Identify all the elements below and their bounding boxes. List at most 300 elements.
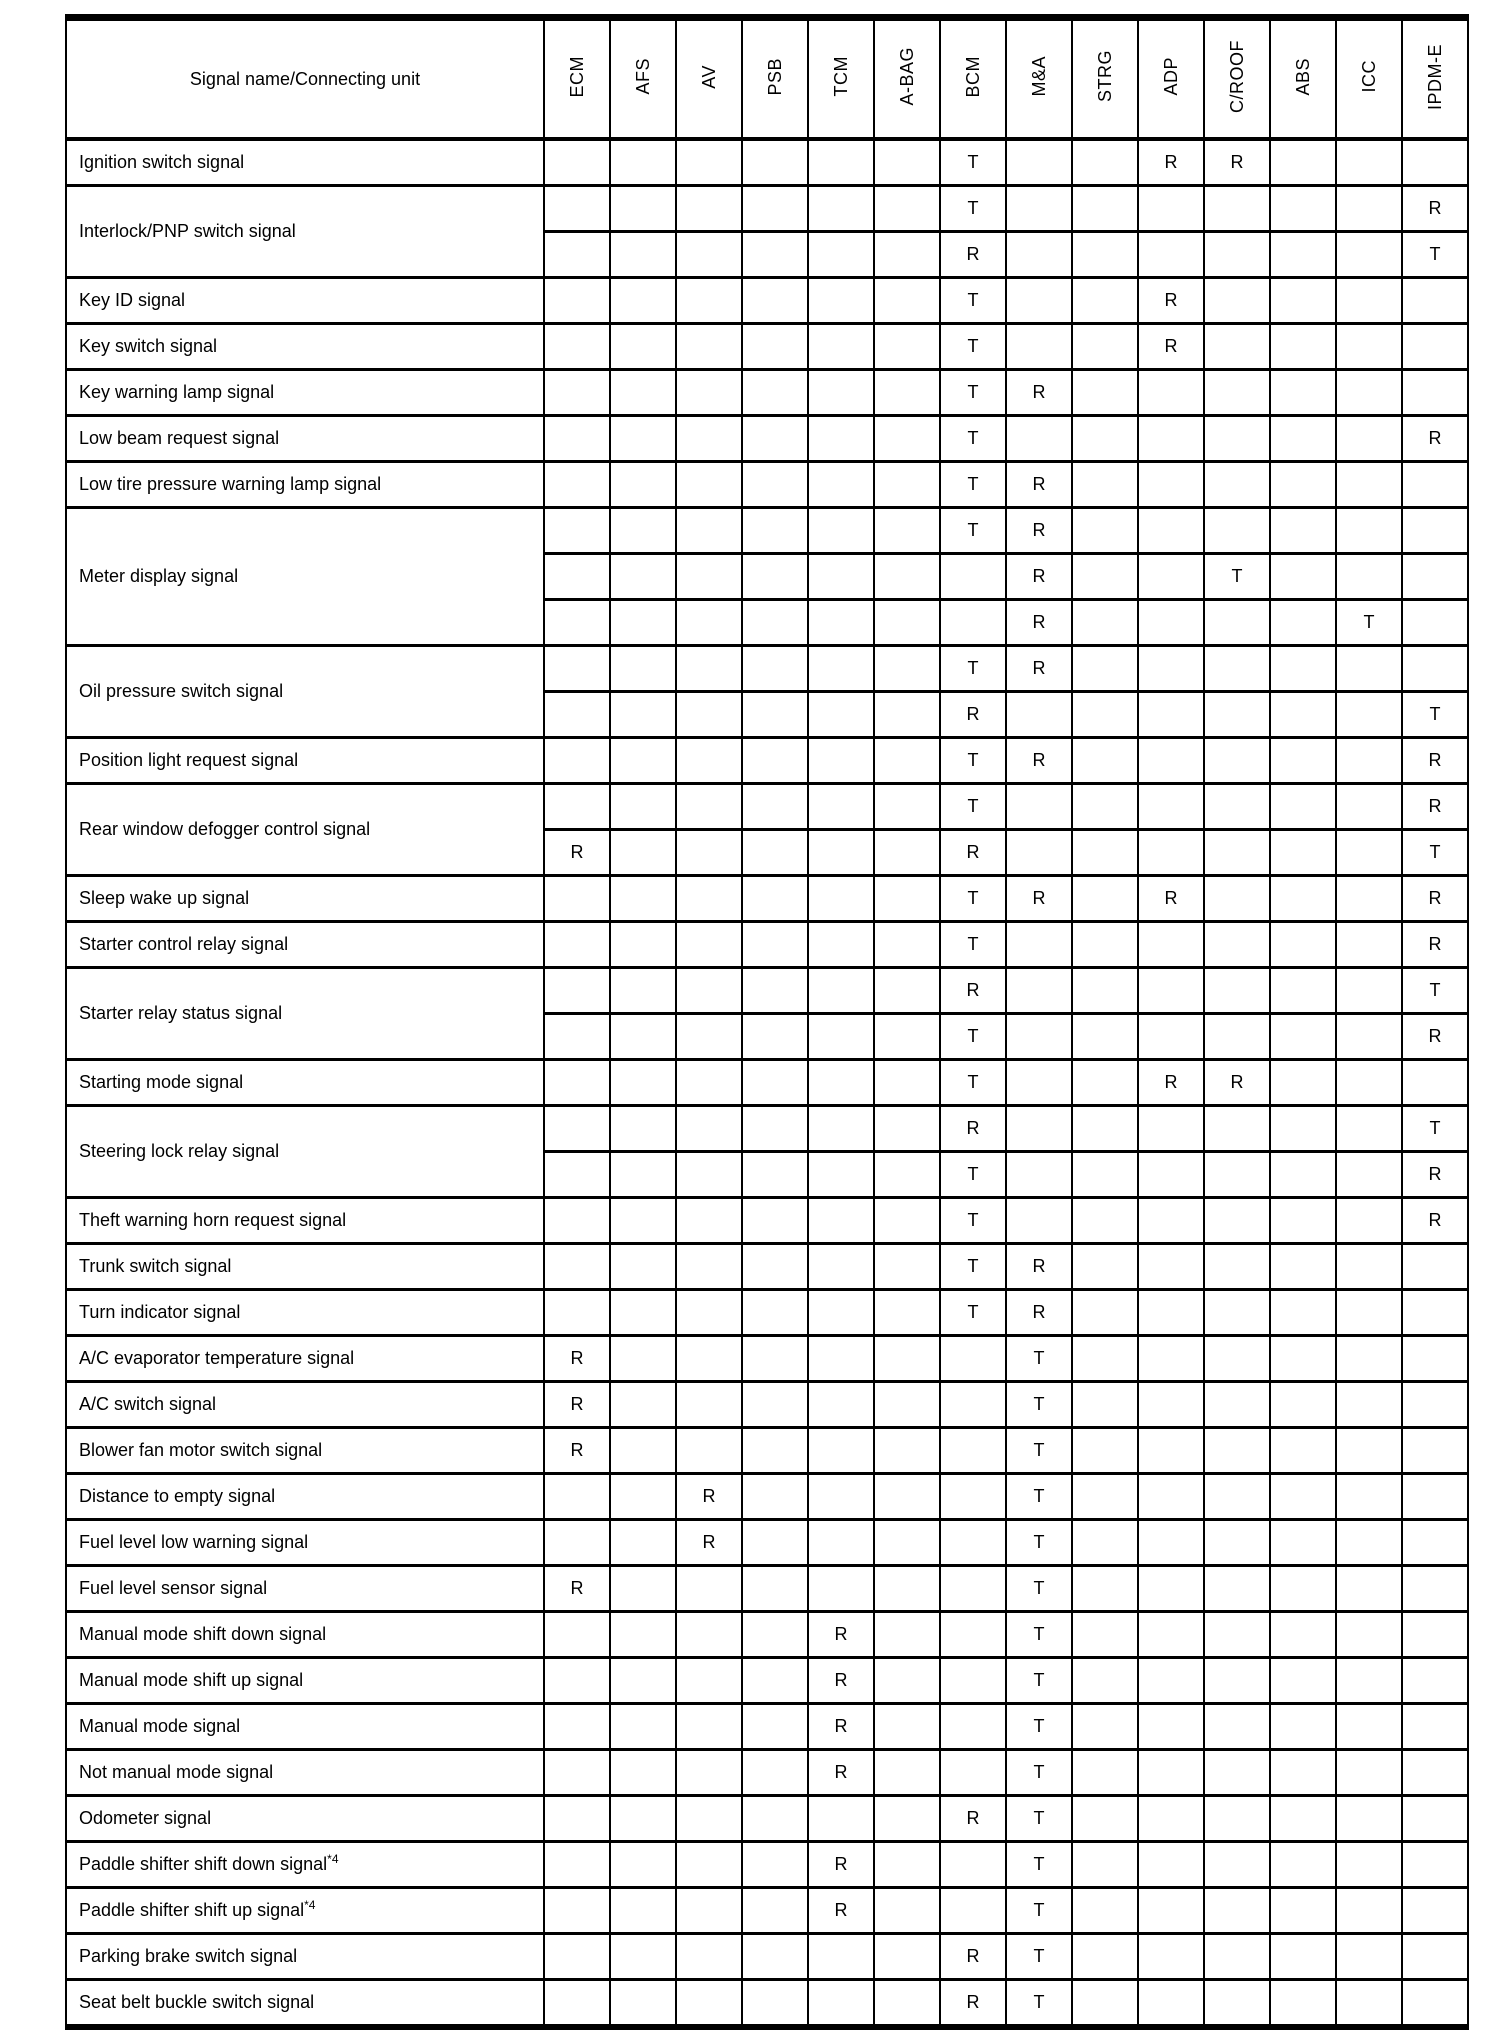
signal-cell-ipdm-e: [1402, 1382, 1468, 1428]
signal-cell-av: [676, 1704, 742, 1750]
signal-cell-strg: [1072, 600, 1138, 646]
signal-cell-afs: [610, 508, 676, 554]
signal-cell-bcm: [940, 1336, 1006, 1382]
signal-cell-psb: [742, 1796, 808, 1842]
table-header: [66, 18, 1468, 140]
signal-cell-a-bag: [874, 139, 940, 186]
signal-cell-tcm: [808, 1290, 874, 1336]
signal-cell-tcm: [808, 1566, 874, 1612]
table-row: [66, 1796, 1468, 1842]
table-row: [66, 1106, 1468, 1152]
signal-cell-c-roof: [1204, 1198, 1270, 1244]
signal-cell-a-bag: [874, 278, 940, 324]
signal-name-cell: [66, 416, 544, 462]
signal-cell-adp: [1138, 186, 1204, 232]
signal-cell-strg: [1072, 1796, 1138, 1842]
signal-cell-c-roof: [1204, 1934, 1270, 1980]
column-header-label: STRG: [1095, 50, 1115, 103]
signal-cell-av: [676, 646, 742, 692]
signal-name: Blower fan motor switch signal: [79, 1440, 323, 1460]
signal-cell-psb: [742, 324, 808, 370]
signal-cell-bcm: T: [940, 1014, 1006, 1060]
signal-cell-abs: [1270, 600, 1336, 646]
signal-cell-m-a: R: [1006, 554, 1072, 600]
signal-cell-ipdm-e: R: [1402, 876, 1468, 922]
signal-name: Ignition switch signal: [79, 152, 245, 172]
signal-cell-ecm: [544, 1704, 610, 1750]
signal-cell-psb: [742, 1290, 808, 1336]
table-row: [66, 370, 1468, 416]
signal-cell-m-a: [1006, 324, 1072, 370]
signal-name-cell: [66, 738, 544, 784]
signal-cell-strg: [1072, 1750, 1138, 1796]
signal-cell-a-bag: [874, 462, 940, 508]
signal-cell-ecm: [544, 324, 610, 370]
signal-cell-av: [676, 1796, 742, 1842]
signal-cell-icc: [1336, 830, 1402, 876]
signal-cell-strg: [1072, 784, 1138, 830]
signal-cell-a-bag: [874, 738, 940, 784]
signal-cell-a-bag: [874, 324, 940, 370]
signal-cell-ipdm-e: [1402, 600, 1468, 646]
signal-cell-ipdm-e: [1402, 508, 1468, 554]
signal-cell-icc: [1336, 370, 1402, 416]
signal-cell-a-bag: [874, 1980, 940, 2028]
signal-cell-bcm: [940, 1520, 1006, 1566]
signal-name-cell: [66, 1198, 544, 1244]
signal-name-column-header: Signal name/Connecting unit: [66, 18, 544, 140]
signal-cell-adp: [1138, 1428, 1204, 1474]
signal-cell-strg: [1072, 1934, 1138, 1980]
signal-cell-psb: [742, 738, 808, 784]
signal-cell-strg: [1072, 370, 1138, 416]
signal-cell-strg: [1072, 186, 1138, 232]
signal-cell-tcm: [808, 232, 874, 278]
signal-cell-m-a: R: [1006, 462, 1072, 508]
signal-cell-adp: [1138, 830, 1204, 876]
table-row: [66, 1290, 1468, 1336]
signal-cell-psb: [742, 139, 808, 186]
signal-cell-a-bag: [874, 830, 940, 876]
signal-cell-icc: [1336, 1520, 1402, 1566]
column-header-label: TCM: [831, 56, 851, 97]
signal-cell-av: [676, 1750, 742, 1796]
signal-name: Parking brake switch signal: [79, 1946, 298, 1966]
table-row: [66, 508, 1468, 554]
signal-cell-c-roof: [1204, 1566, 1270, 1612]
signal-name: Trunk switch signal: [79, 1256, 232, 1276]
signal-cell-icc: [1336, 646, 1402, 692]
signal-cell-abs: [1270, 508, 1336, 554]
signal-cell-bcm: [940, 554, 1006, 600]
signal-cell-icc: [1336, 278, 1402, 324]
signal-name: Paddle shifter shift up signal: [79, 1900, 305, 1920]
signal-cell-psb: [742, 462, 808, 508]
signal-cell-c-roof: [1204, 1152, 1270, 1198]
signal-cell-abs: [1270, 646, 1336, 692]
signal-name: Not manual mode signal: [79, 1762, 274, 1782]
signal-name: Odometer signal: [79, 1808, 212, 1828]
signal-cell-bcm: R: [940, 692, 1006, 738]
signal-name-cell: [66, 508, 544, 646]
signal-cell-adp: [1138, 1474, 1204, 1520]
signal-cell-tcm: [808, 1980, 874, 2028]
signal-cell-c-roof: [1204, 1290, 1270, 1336]
signal-cell-m-a: T: [1006, 1474, 1072, 1520]
signal-cell-tcm: [808, 554, 874, 600]
signal-cell-ecm: R: [544, 1428, 610, 1474]
signal-cell-bcm: T: [940, 278, 1006, 324]
signal-cell-av: [676, 1382, 742, 1428]
signal-cell-c-roof: [1204, 324, 1270, 370]
signal-cell-a-bag: [874, 1796, 940, 1842]
signal-cell-icc: [1336, 692, 1402, 738]
signal-cell-strg: [1072, 692, 1138, 738]
signal-cell-av: [676, 830, 742, 876]
signal-cell-a-bag: [874, 1566, 940, 1612]
signal-cell-icc: [1336, 1336, 1402, 1382]
signal-cell-abs: [1270, 1290, 1336, 1336]
signal-cell-ipdm-e: T: [1402, 968, 1468, 1014]
signal-cell-a-bag: [874, 508, 940, 554]
signal-cell-c-roof: [1204, 1980, 1270, 2028]
signal-cell-adp: [1138, 922, 1204, 968]
signal-cell-psb: [742, 1934, 808, 1980]
signal-cell-av: [676, 232, 742, 278]
signal-cell-tcm: [808, 278, 874, 324]
signal-cell-tcm: [808, 1934, 874, 1980]
signal-cell-adp: [1138, 1198, 1204, 1244]
signal-cell-adp: R: [1138, 139, 1204, 186]
signal-cell-abs: [1270, 1428, 1336, 1474]
signal-cell-afs: [610, 462, 676, 508]
signal-cell-c-roof: [1204, 1750, 1270, 1796]
signal-cell-m-a: R: [1006, 738, 1072, 784]
table-row: [66, 462, 1468, 508]
signal-cell-m-a: T: [1006, 1428, 1072, 1474]
signal-name: Seat belt buckle switch signal: [79, 1992, 315, 2012]
signal-cell-adp: [1138, 968, 1204, 1014]
signal-cell-afs: [610, 186, 676, 232]
column-header-label: C/ROOF: [1227, 40, 1247, 113]
signal-cell-av: [676, 876, 742, 922]
table-row: [66, 1198, 1468, 1244]
signal-cell-av: [676, 1198, 742, 1244]
signal-cell-afs: [610, 1658, 676, 1704]
signal-cell-ecm: R: [544, 1382, 610, 1428]
signal-cell-abs: [1270, 1014, 1336, 1060]
signal-cell-bcm: [940, 1750, 1006, 1796]
signal-cell-abs: [1270, 232, 1336, 278]
table-row: [66, 738, 1468, 784]
signal-cell-c-roof: R: [1204, 1060, 1270, 1106]
signal-cell-icc: [1336, 1750, 1402, 1796]
signal-cell-bcm: T: [940, 186, 1006, 232]
signal-cell-av: [676, 1566, 742, 1612]
signal-cell-ipdm-e: T: [1402, 830, 1468, 876]
signal-cell-abs: [1270, 278, 1336, 324]
signal-cell-adp: [1138, 1106, 1204, 1152]
signal-cell-ecm: [544, 968, 610, 1014]
signal-cell-ecm: [544, 1290, 610, 1336]
signal-cell-icc: T: [1336, 600, 1402, 646]
signal-cell-bcm: T: [940, 646, 1006, 692]
signal-cell-ecm: [544, 462, 610, 508]
signal-cell-afs: [610, 1566, 676, 1612]
signal-cell-tcm: [808, 508, 874, 554]
table-row: [66, 1704, 1468, 1750]
signal-cell-c-roof: [1204, 1014, 1270, 1060]
signal-name: Fuel level low warning signal: [79, 1532, 309, 1552]
signal-cell-psb: [742, 1750, 808, 1796]
signal-cell-m-a: [1006, 1152, 1072, 1198]
signal-cell-ecm: [544, 876, 610, 922]
signal-cell-strg: [1072, 1888, 1138, 1934]
signal-cell-psb: [742, 876, 808, 922]
signal-cell-a-bag: [874, 1704, 940, 1750]
signal-cell-ecm: [544, 1244, 610, 1290]
signal-cell-abs: [1270, 1520, 1336, 1566]
table-row: [66, 1980, 1468, 2028]
signal-cell-abs: [1270, 1198, 1336, 1244]
column-header-label: IPDM-E: [1425, 43, 1445, 110]
signal-cell-c-roof: [1204, 968, 1270, 1014]
signal-cell-av: [676, 1842, 742, 1888]
signal-cell-ecm: R: [544, 1566, 610, 1612]
signal-cell-a-bag: [874, 1428, 940, 1474]
signal-cell-strg: [1072, 1198, 1138, 1244]
signal-cell-m-a: T: [1006, 1612, 1072, 1658]
signal-cell-afs: [610, 1934, 676, 1980]
signal-cell-tcm: [808, 876, 874, 922]
signal-cell-av: [676, 1106, 742, 1152]
signal-name: Key warning lamp signal: [79, 382, 275, 402]
signal-name-cell: [66, 1612, 544, 1658]
signal-cell-ipdm-e: [1402, 1060, 1468, 1106]
signal-cell-c-roof: R: [1204, 139, 1270, 186]
signal-cell-bcm: [940, 1658, 1006, 1704]
signal-cell-adp: [1138, 508, 1204, 554]
signal-name-cell: [66, 1796, 544, 1842]
signal-cell-psb: [742, 1520, 808, 1566]
signal-cell-m-a: T: [1006, 1888, 1072, 1934]
signal-cell-av: [676, 1336, 742, 1382]
signal-cell-tcm: [808, 692, 874, 738]
signal-cell-psb: [742, 1842, 808, 1888]
signal-cell-abs: [1270, 554, 1336, 600]
table-row: [66, 876, 1468, 922]
signal-cell-icc: [1336, 1842, 1402, 1888]
signal-cell-afs: [610, 1796, 676, 1842]
signal-cell-psb: [742, 232, 808, 278]
signal-cell-av: [676, 1934, 742, 1980]
signal-cell-m-a: R: [1006, 600, 1072, 646]
column-header-label: ABS: [1293, 57, 1313, 96]
signal-cell-c-roof: [1204, 1336, 1270, 1382]
signal-cell-adp: [1138, 1152, 1204, 1198]
signal-cell-ipdm-e: R: [1402, 784, 1468, 830]
signal-name: Sleep wake up signal: [79, 888, 250, 908]
signal-cell-c-roof: [1204, 1888, 1270, 1934]
signal-cell-afs: [610, 738, 676, 784]
signal-cell-strg: [1072, 554, 1138, 600]
signal-cell-strg: [1072, 508, 1138, 554]
signal-cell-ipdm-e: T: [1402, 232, 1468, 278]
signal-cell-c-roof: [1204, 1796, 1270, 1842]
signal-name-cell: [66, 1382, 544, 1428]
signal-cell-icc: [1336, 1980, 1402, 2028]
signal-cell-m-a: T: [1006, 1566, 1072, 1612]
signal-cell-icc: [1336, 922, 1402, 968]
signal-cell-afs: [610, 922, 676, 968]
signal-cell-av: [676, 922, 742, 968]
signal-cell-strg: [1072, 922, 1138, 968]
signal-cell-c-roof: [1204, 1106, 1270, 1152]
signal-cell-av: [676, 692, 742, 738]
signal-cell-icc: [1336, 1566, 1402, 1612]
signal-cell-adp: [1138, 1014, 1204, 1060]
signal-name-cell: [66, 1750, 544, 1796]
signal-cell-psb: [742, 1106, 808, 1152]
signal-cell-a-bag: [874, 1336, 940, 1382]
signal-cell-abs: [1270, 1796, 1336, 1842]
signal-cell-afs: [610, 1750, 676, 1796]
signal-cell-ecm: [544, 784, 610, 830]
signal-name-cell: [66, 876, 544, 922]
signal-cell-ecm: [544, 1612, 610, 1658]
signal-cell-afs: [610, 600, 676, 646]
signal-cell-ecm: R: [544, 1336, 610, 1382]
signal-cell-c-roof: [1204, 1704, 1270, 1750]
signal-cell-bcm: T: [940, 922, 1006, 968]
column-header-afs: [610, 18, 676, 140]
signal-cell-bcm: [940, 1566, 1006, 1612]
signal-cell-c-roof: [1204, 278, 1270, 324]
signal-cell-adp: [1138, 1612, 1204, 1658]
signal-cell-adp: [1138, 600, 1204, 646]
signal-name-cell: [66, 139, 544, 186]
signal-cell-icc: [1336, 1428, 1402, 1474]
signal-cell-ipdm-e: [1402, 1428, 1468, 1474]
signal-cell-abs: [1270, 1060, 1336, 1106]
signal-cell-av: R: [676, 1520, 742, 1566]
signal-name: Paddle shifter shift down signal: [79, 1854, 328, 1874]
signal-cell-c-roof: [1204, 462, 1270, 508]
signal-cell-abs: [1270, 370, 1336, 416]
signal-cell-a-bag: [874, 1842, 940, 1888]
signal-cell-ecm: [544, 416, 610, 462]
signal-cell-adp: [1138, 1750, 1204, 1796]
signal-cell-adp: [1138, 1290, 1204, 1336]
signal-cell-bcm: T: [940, 1060, 1006, 1106]
column-header-label: ICC: [1359, 60, 1379, 93]
signal-cell-psb: [742, 370, 808, 416]
signal-cell-psb: [742, 692, 808, 738]
signal-cell-afs: [610, 1244, 676, 1290]
signal-cell-ecm: [544, 1888, 610, 1934]
signal-cell-abs: [1270, 1704, 1336, 1750]
table-row: [66, 1474, 1468, 1520]
signal-cell-a-bag: [874, 876, 940, 922]
signal-cell-bcm: [940, 600, 1006, 646]
signal-cell-a-bag: [874, 968, 940, 1014]
signal-name: Steering lock relay signal: [79, 1141, 280, 1161]
signal-cell-adp: [1138, 416, 1204, 462]
signal-cell-adp: [1138, 1796, 1204, 1842]
signal-cell-afs: [610, 1060, 676, 1106]
column-header-label: PSB: [765, 57, 785, 96]
signal-cell-icc: [1336, 1198, 1402, 1244]
signal-cell-icc: [1336, 416, 1402, 462]
signal-cell-tcm: R: [808, 1658, 874, 1704]
signal-cell-adp: [1138, 1934, 1204, 1980]
signal-cell-ipdm-e: [1402, 1934, 1468, 1980]
signal-cell-strg: [1072, 416, 1138, 462]
signal-cell-m-a: T: [1006, 1934, 1072, 1980]
signal-cell-ipdm-e: [1402, 554, 1468, 600]
signal-cell-a-bag: [874, 554, 940, 600]
signal-cell-strg: [1072, 646, 1138, 692]
signal-cell-m-a: [1006, 922, 1072, 968]
signal-cell-strg: [1072, 738, 1138, 784]
table-row: [66, 646, 1468, 692]
signal-cell-ecm: [544, 1474, 610, 1520]
signal-name-cell: [66, 462, 544, 508]
signal-cell-strg: [1072, 1290, 1138, 1336]
signal-cell-psb: [742, 1060, 808, 1106]
signal-cell-c-roof: [1204, 692, 1270, 738]
signal-cell-av: [676, 1290, 742, 1336]
column-header-label: M&A: [1029, 56, 1049, 97]
signal-cell-ecm: [544, 186, 610, 232]
signal-cell-afs: [610, 1980, 676, 2028]
column-header-tcm: [808, 18, 874, 140]
signal-cell-bcm: R: [940, 830, 1006, 876]
signal-cell-c-roof: [1204, 830, 1270, 876]
signal-cell-ipdm-e: T: [1402, 692, 1468, 738]
signal-name-cell: [66, 1474, 544, 1520]
column-header-a-bag: [874, 18, 940, 140]
signal-name: Key switch signal: [79, 336, 218, 356]
footnote-marker: *4: [327, 1852, 339, 1866]
signal-cell-ecm: [544, 232, 610, 278]
signal-cell-c-roof: [1204, 922, 1270, 968]
signal-cell-abs: [1270, 876, 1336, 922]
signal-cell-m-a: T: [1006, 1520, 1072, 1566]
signal-cell-afs: [610, 139, 676, 186]
signal-name-cell: [66, 1566, 544, 1612]
signal-cell-strg: [1072, 1566, 1138, 1612]
signal-cell-ipdm-e: [1402, 370, 1468, 416]
signal-cell-bcm: R: [940, 1796, 1006, 1842]
signal-cell-strg: [1072, 968, 1138, 1014]
signal-cell-adp: [1138, 738, 1204, 784]
table-row: [66, 1244, 1468, 1290]
signal-cell-av: [676, 600, 742, 646]
signal-cell-ecm: [544, 370, 610, 416]
signal-name-cell: [66, 1980, 544, 2028]
signal-cell-icc: [1336, 1152, 1402, 1198]
signal-cell-adp: [1138, 646, 1204, 692]
signal-cell-strg: [1072, 1014, 1138, 1060]
signal-cell-bcm: [940, 1474, 1006, 1520]
signal-cell-c-roof: [1204, 416, 1270, 462]
signal-cell-tcm: [808, 1152, 874, 1198]
signal-cell-av: [676, 139, 742, 186]
signal-cell-abs: [1270, 139, 1336, 186]
signal-cell-bcm: R: [940, 232, 1006, 278]
signal-cell-psb: [742, 1888, 808, 1934]
